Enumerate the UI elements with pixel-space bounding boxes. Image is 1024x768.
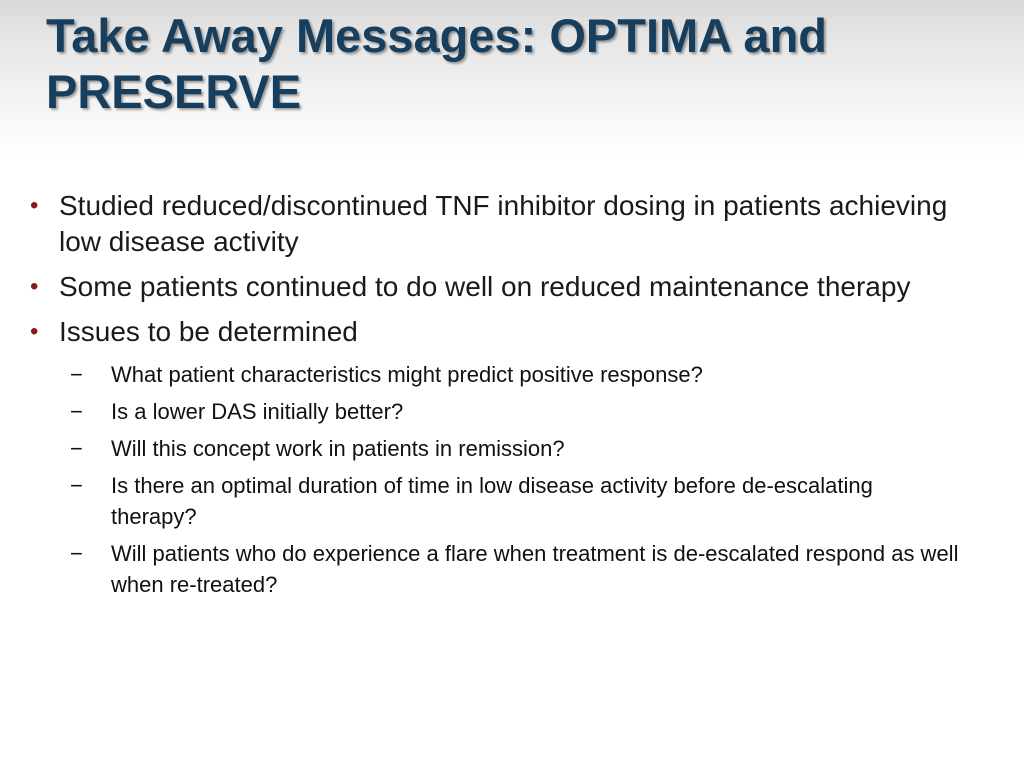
dash-icon: − bbox=[70, 436, 83, 461]
bullet-item bbox=[30, 314, 960, 350]
dash-icon: − bbox=[70, 399, 83, 424]
dash-icon: − bbox=[70, 362, 83, 387]
sub-bullet-text: Is there an optimal duration of time in low disease activity before de-escalating therapy? bbox=[111, 473, 873, 529]
bullet-dot-icon: • bbox=[30, 192, 39, 219]
dash-icon: − bbox=[70, 541, 83, 566]
sub-bullet-text: What patient characteristics might predict positive response? bbox=[111, 362, 703, 387]
sub-bullet-text: Is a lower DAS initially better? bbox=[111, 399, 404, 424]
slide-title: Take Away Messages: OPTIMA and PRESERVE bbox=[46, 9, 827, 118]
sub-bullet-item bbox=[30, 433, 960, 464]
bullet-dot-icon: • bbox=[30, 318, 39, 345]
bullet-text: Issues to be determined bbox=[59, 316, 358, 347]
slide-body bbox=[30, 188, 960, 606]
sub-bullet-item bbox=[30, 359, 960, 390]
bullet-dot-icon: • bbox=[30, 273, 39, 300]
bullet-item bbox=[30, 269, 960, 305]
bullet-text: Some patients continued to do well on reduced maintenance therapy bbox=[59, 271, 911, 302]
sub-bullet-item bbox=[30, 538, 960, 600]
sub-bullet-list bbox=[30, 359, 960, 600]
bullet-text: Studied reduced/discontinued TNF inhibitor dosing in patients achieving low disease activity bbox=[59, 190, 948, 257]
sub-bullet-text: Will this concept work in patients in remission? bbox=[111, 436, 565, 461]
bullet-item bbox=[30, 188, 960, 260]
dash-icon: − bbox=[70, 473, 83, 498]
sub-bullet-item bbox=[30, 396, 960, 427]
sub-bullet-text: Will patients who do experience a flare when treatment is de-escalated respond as well when re-treated? bbox=[111, 541, 959, 597]
sub-bullet-item bbox=[30, 470, 960, 532]
